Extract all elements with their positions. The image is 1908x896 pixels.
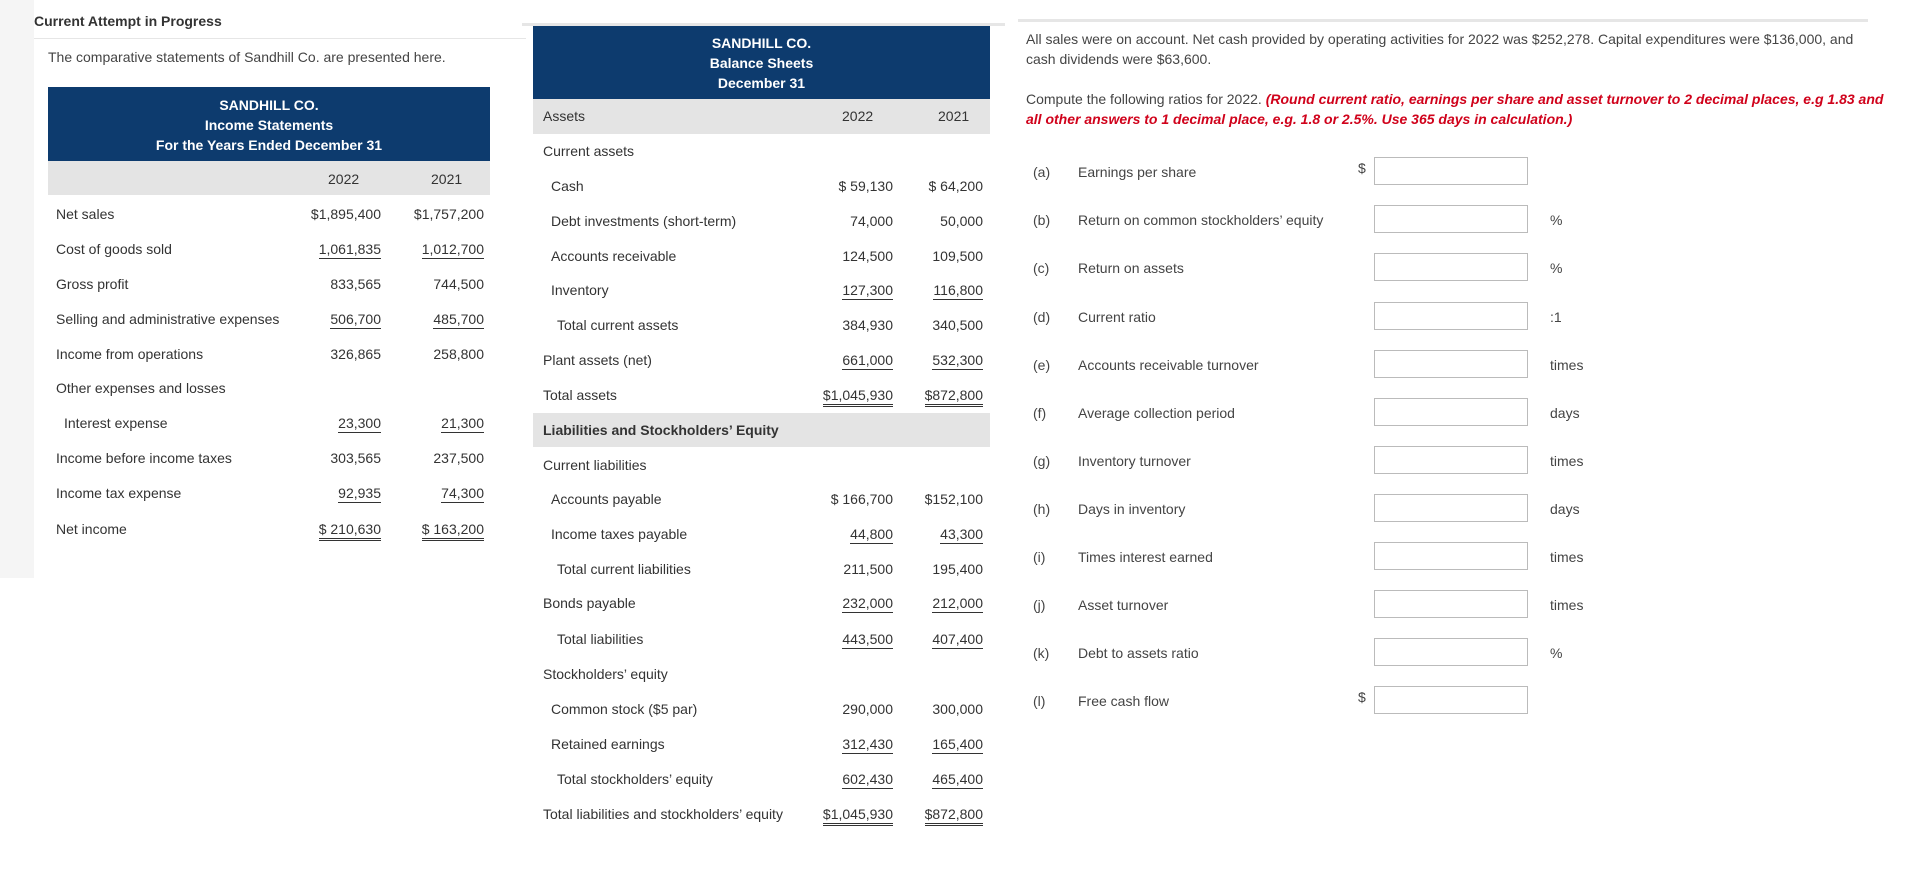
bs-row-2021: 109,500 [932,248,983,264]
bs-row-2022: 74,000 [850,213,893,229]
bs-row-label: Current assets [543,143,635,159]
bs-row-2021: 50,000 [940,213,983,229]
bs-row-2022: 124,500 [842,248,893,264]
is-row-label: Selling and administrative expenses [56,311,280,327]
attempt-status: Current Attempt in Progress [34,13,222,29]
bs-row-label: Current liabilities [543,457,647,473]
bs-row-label: Total current liabilities [557,561,691,577]
is-row-label: Cost of goods sold [56,241,172,257]
bs-row-2021: 340,500 [932,317,983,333]
answer-input[interactable] [1374,398,1528,426]
is-row-2021: $1,757,200 [413,206,484,222]
bs-row-2022: 290,000 [842,701,893,717]
question-label: Free cash flow [1078,693,1170,709]
bs-row-label: Total current assets [557,317,679,333]
bs-row-label: Total stockholders’ equity [557,771,713,787]
answer-input[interactable] [1374,542,1528,570]
unit-label: times [1550,549,1584,565]
answer-input[interactable] [1374,302,1528,330]
is-row-label: Net income [56,521,127,537]
question-label: Asset turnover [1078,597,1169,613]
bs-row-2021: 165,400 [932,736,983,752]
bs-row-label: Cash [551,178,584,194]
is-title: Income Statements [204,117,334,133]
is-row-label: Interest expense [64,415,168,431]
question-label: Debt to assets ratio [1078,645,1199,661]
bs-assets-label: Assets [543,108,586,124]
unit-label: :1 [1550,309,1562,325]
bs-row-label: Stockholders’ equity [543,666,668,682]
question-label: Current ratio [1078,309,1156,325]
bs-row-2021: 300,000 [932,701,983,717]
bs-row-label: Debt investments (short-term) [551,213,737,229]
question-label: Return on assets [1078,260,1184,276]
bs-col-2021: 2021 [938,108,970,124]
is-row-2022: 92,935 [338,485,381,501]
unit-label: times [1550,597,1584,613]
is-row-2021: 485,700 [433,311,484,327]
rounding-note: (Round current ratio, earnings per share and asset turnover to 2 decimal places, e.g 1.83 and all other answers to 1 decimal place, e.g. 1.8 or 2.5%. Use 365 days in calculation.) [1026,91,1884,127]
answer-input[interactable] [1374,350,1528,378]
question-letter: (c) [1033,260,1050,276]
bs-company: SANDHILL CO. [711,35,812,51]
bs-row-2022: $ 166,700 [830,491,893,507]
bs-row-2021: 465,400 [932,771,983,787]
dollar-sign: $ [1358,689,1366,705]
unit-label: times [1550,453,1584,469]
unit-label: times [1550,357,1584,373]
bs-row-2022: $1,045,930 [823,387,893,407]
question-label: Accounts receivable turnover [1078,357,1259,373]
answer-input[interactable] [1374,205,1528,233]
bs-row-2022: $ 59,130 [838,178,893,194]
intro-text: The comparative statements of Sandhill Co. are presented here. [48,49,446,65]
question-label: Average collection period [1078,405,1235,421]
is-row-label: Other expenses and losses [56,380,226,396]
bs-row-label: Income taxes payable [551,526,688,542]
bs-row-2022: 443,500 [842,631,893,647]
answer-input[interactable] [1374,253,1528,281]
income-statement-header [48,87,490,161]
bs-row-2022: 661,000 [842,352,893,368]
is-row-label: Income before income taxes [56,450,232,466]
bs-row-label: Inventory [551,282,609,298]
bs-row-2022: $1,045,930 [823,806,893,826]
question-label: Return on common stockholders’ equity [1078,212,1324,228]
question-label: Earnings per share [1078,164,1197,180]
answer-input[interactable] [1374,638,1528,666]
bs-row-2021: $152,100 [924,491,983,507]
is-row-2022: $1,895,400 [310,206,381,222]
bs-row-label: Accounts payable [551,491,662,507]
unit-label: days [1550,501,1580,517]
bs-row-2021: 195,400 [932,561,983,577]
bs-row-label: Retained earnings [551,736,665,752]
is-row-2022: 326,865 [330,346,381,362]
bs-date: December 31 [717,75,806,91]
bs-row-2021: 43,300 [940,526,983,542]
bs-row-2021: $ 64,200 [928,178,983,194]
question-label: Inventory turnover [1078,453,1191,469]
bs-row-label: Total liabilities [557,631,644,647]
is-row-label: Net sales [56,206,115,222]
question-label: Days in inventory [1078,501,1186,517]
is-column-header [48,161,490,195]
answer-input[interactable] [1374,446,1528,474]
unit-label: % [1550,260,1563,276]
is-row-2021: 744,500 [433,276,484,292]
instruction-text: Compute the following ratios for 2022. [1026,91,1262,107]
question-letter: (g) [1033,453,1051,469]
bs-assets-header [533,99,990,134]
question-label: Times interest earned [1078,549,1213,565]
bs-row-label: Bonds payable [543,595,636,611]
is-period: For the Years Ended December 31 [155,137,383,153]
is-row-2022: 1,061,835 [318,241,381,257]
question-letter: (a) [1033,164,1051,180]
question-letter: (e) [1033,357,1051,373]
dollar-sign: $ [1358,160,1366,176]
unit-label: days [1550,405,1580,421]
problem-instruction [1026,89,1886,129]
bs-row-label: Total assets [543,387,617,403]
bs-row-2022: 312,430 [842,736,893,752]
is-row-2021: $ 163,200 [422,521,484,541]
bs-row-label: Common stock ($5 par) [551,701,698,717]
is-row-2022: 506,700 [330,311,381,327]
question-letter: (f) [1033,405,1047,421]
answer-input[interactable] [1374,494,1528,522]
unit-label: % [1550,645,1563,661]
bs-row-2022: 384,930 [842,317,893,333]
unit-label: % [1550,212,1563,228]
is-row-2022: 303,565 [330,450,381,466]
problem-info: All sales were on account. Net cash provided by operating activities for 2022 was $252,278. Capital expenditures were $136,000, and cash dividends were $63,600. [1026,31,1854,67]
bs-row-2022: 232,000 [842,595,893,611]
is-row-2022: 23,300 [338,415,381,431]
divider [34,38,526,39]
is-row-2022: $ 210,630 [319,521,381,541]
bs-row-2021: $872,800 [925,806,983,826]
is-col-2021: 2021 [431,171,463,187]
is-row-label: Gross profit [56,276,129,292]
answer-input[interactable] [1374,686,1528,714]
is-row-label: Income tax expense [56,485,182,501]
question-letter: (d) [1033,309,1051,325]
bs-row-2021: 116,800 [933,282,983,298]
balance-sheet-header [533,26,990,99]
bs-row-2021: 532,300 [932,352,983,368]
question-letter: (i) [1033,549,1046,565]
is-row-2021: 74,300 [441,485,484,501]
bs-row-2021: 212,000 [932,595,983,611]
bs-row-2021: $872,800 [925,387,983,407]
answer-input[interactable] [1374,157,1528,185]
is-row-label: Income from operations [56,346,204,362]
bs-row-label: Plant assets (net) [543,352,652,368]
bs-col-2022: 2022 [842,108,874,124]
question-letter: (j) [1033,597,1046,613]
is-row-2021: 258,800 [433,346,484,362]
is-row-2021: 21,300 [441,415,484,431]
is-company: SANDHILL CO. [219,97,319,113]
answer-input[interactable] [1374,590,1528,618]
bs-liabilities-label: Liabilities and Stockholders’ Equity [543,422,779,438]
is-col-2022: 2022 [328,171,360,187]
is-row-2021: 1,012,700 [421,241,484,257]
divider [1018,19,1868,22]
bs-row-2022: 211,500 [843,561,893,577]
is-row-2022: 833,565 [330,276,381,292]
question-letter: (k) [1033,645,1050,661]
bs-row-2021: 407,400 [932,631,983,647]
question-letter: (b) [1033,212,1051,228]
question-letter: (l) [1033,693,1046,709]
bs-row-2022: 44,800 [850,526,893,542]
bs-title: Balance Sheets [709,55,814,71]
bs-row-2022: 602,430 [842,771,893,787]
is-row-2021: 237,500 [433,450,484,466]
bs-row-2022: 127,300 [842,282,893,298]
bs-row-label: Accounts receivable [551,248,677,264]
bs-row-label: Total liabilities and stockholders’ equity [543,806,783,822]
question-letter: (h) [1033,501,1051,517]
